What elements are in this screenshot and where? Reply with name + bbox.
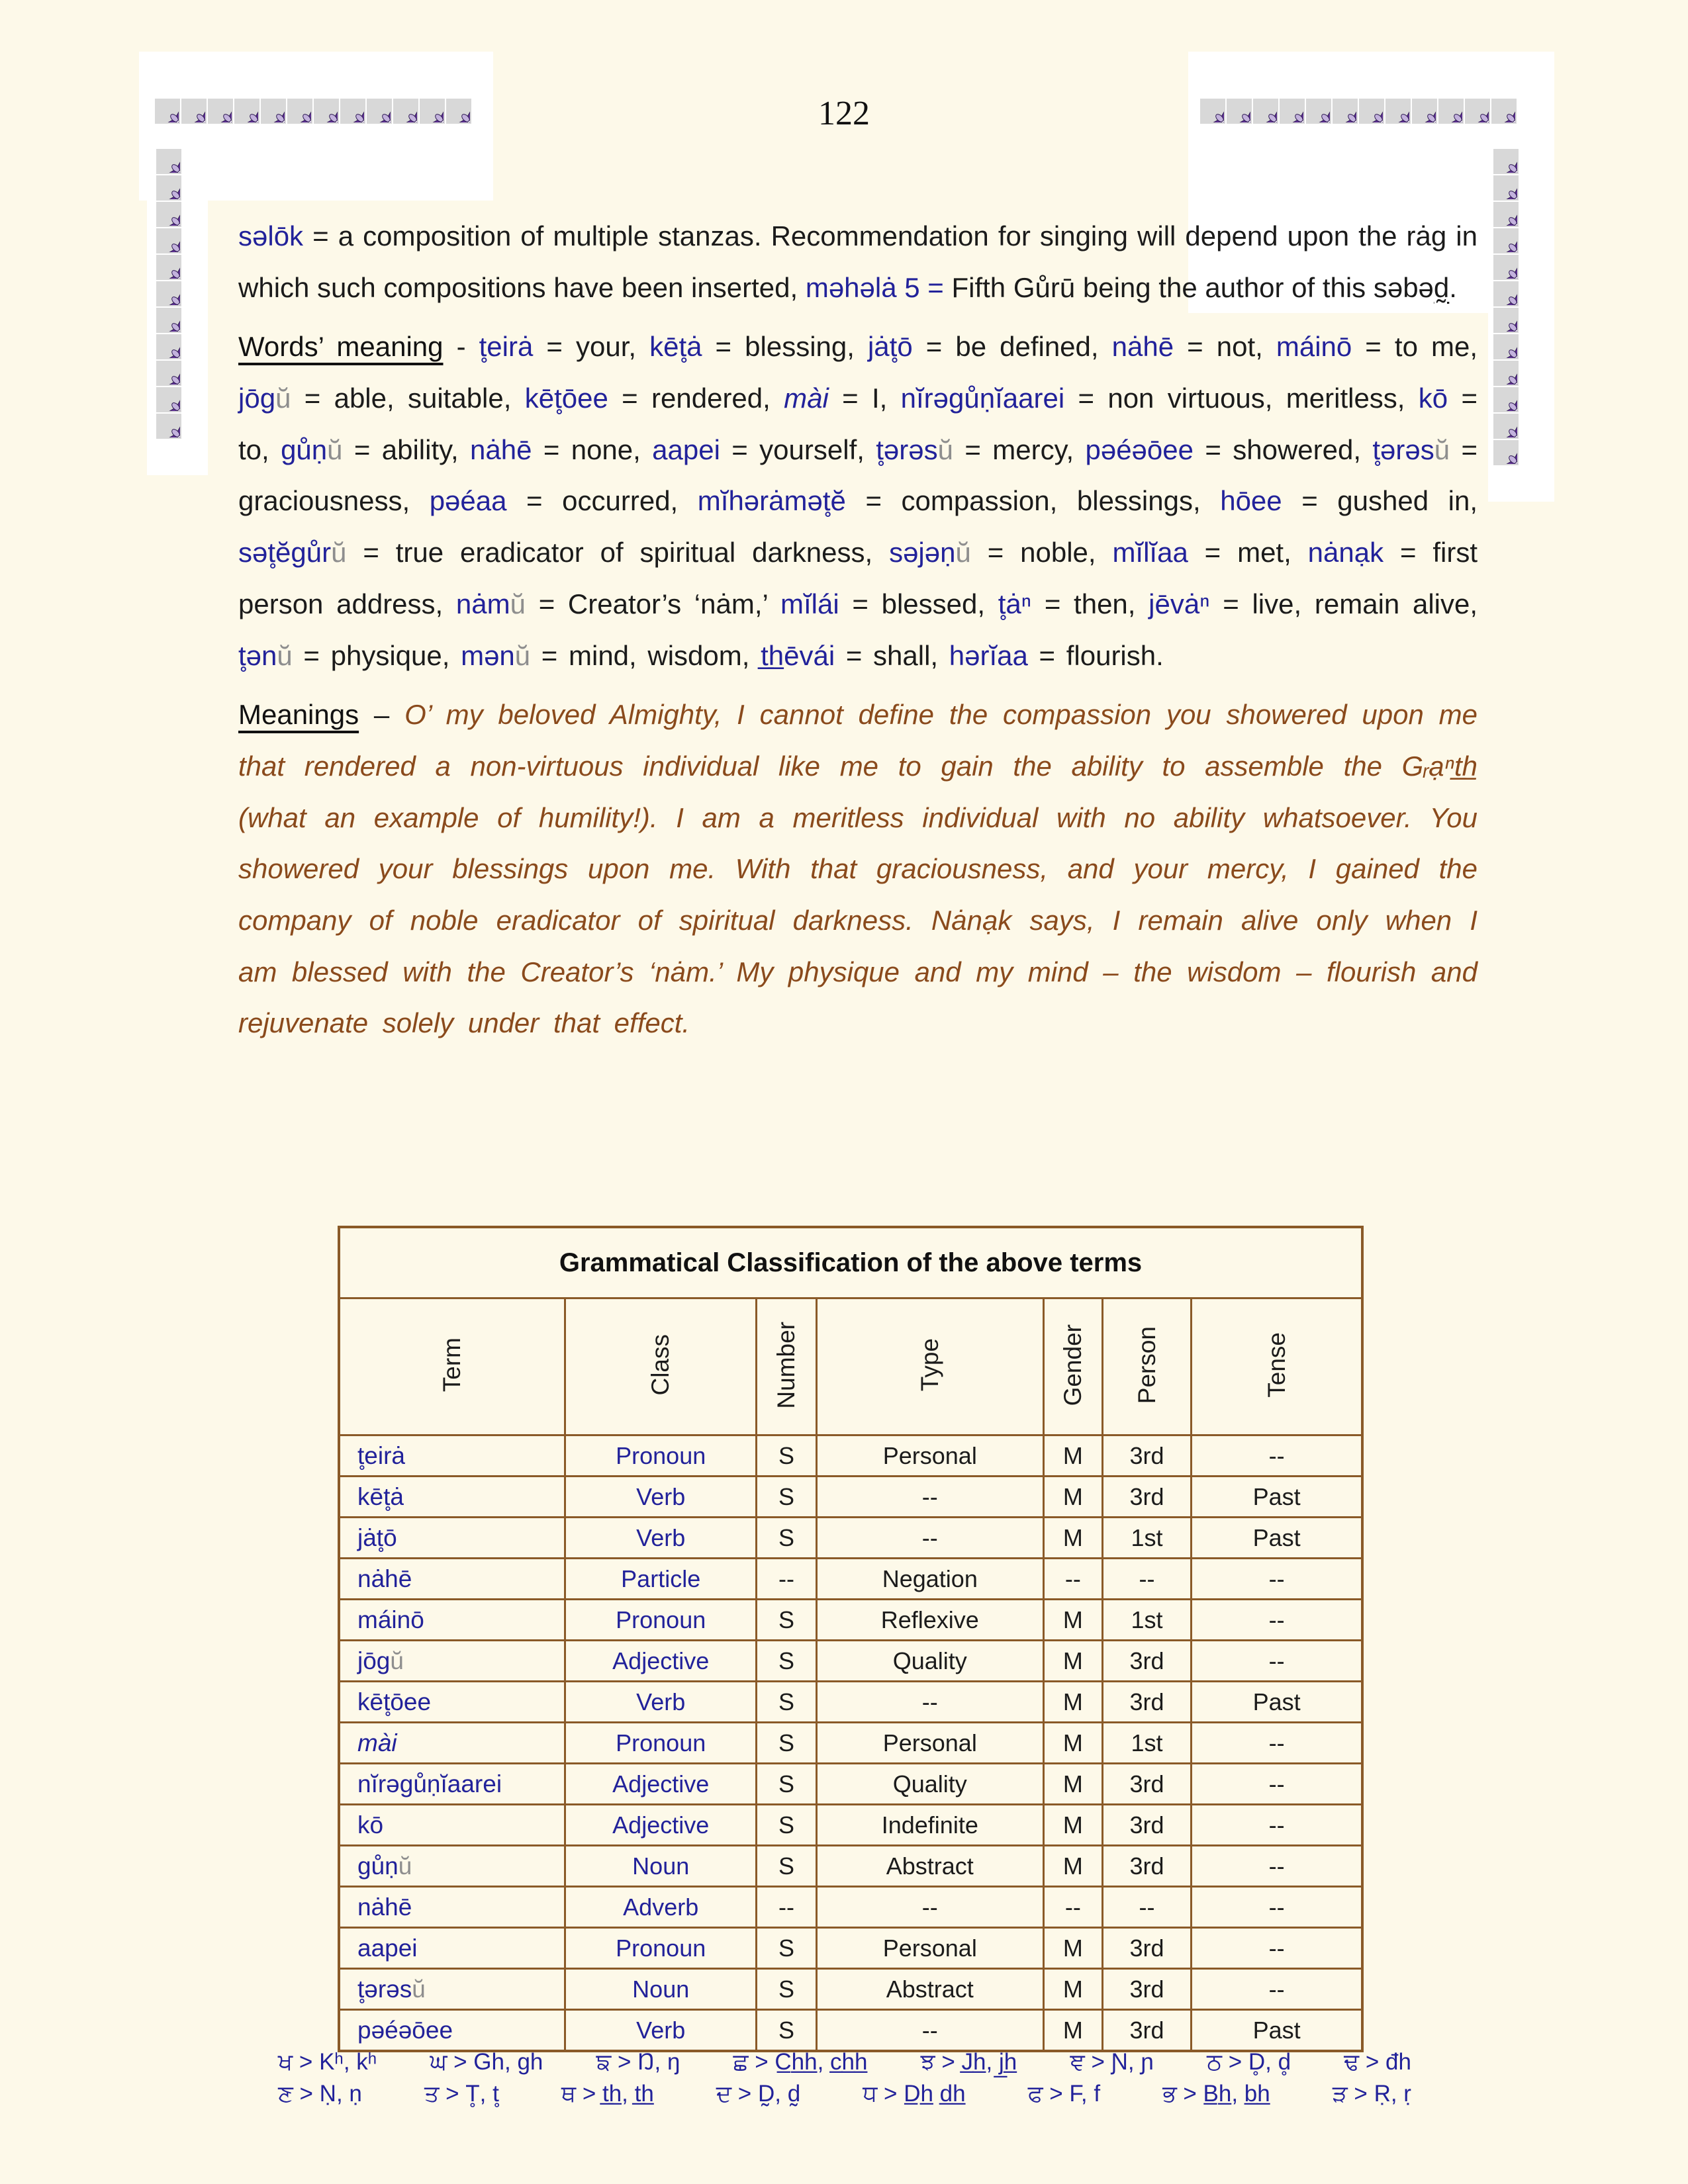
flower-icon — [156, 228, 181, 253]
text-run: - — [443, 331, 479, 363]
cell-number: S — [757, 1641, 816, 1682]
cell-type: -- — [816, 2010, 1043, 2052]
cell-person: 3rd — [1102, 1969, 1192, 2010]
cell-gender: M — [1043, 1435, 1102, 1477]
cell-gender: -- — [1043, 1887, 1102, 1928]
cell-type: Abstract — [816, 1969, 1043, 2010]
text-run: = blessing, — [702, 331, 868, 363]
table-title-row — [339, 1227, 1362, 1298]
column-header-gender: Gender — [1043, 1298, 1102, 1435]
text-run: = yourself, — [720, 433, 876, 465]
cell-gender: M — [1043, 1477, 1102, 1518]
text-run: = mind, wisdom, — [530, 639, 761, 671]
cell-person: 3rd — [1102, 1477, 1192, 1518]
text-run: = blessed, — [839, 588, 998, 619]
cell-number: S — [757, 1969, 816, 2010]
flower-icon — [1493, 440, 1519, 465]
grammar-table-header-row — [339, 1298, 1362, 1435]
flower-icon — [156, 175, 181, 201]
cell-tense: -- — [1192, 1764, 1362, 1805]
cell-person: 3rd — [1102, 2010, 1192, 2052]
text-run: = gushed in, — [1282, 485, 1478, 517]
text-run: ŭ — [510, 588, 526, 619]
words-meaning-paragraph — [238, 321, 1477, 681]
text-run: jēvȧⁿ — [1149, 588, 1210, 619]
cell-term: aapei — [339, 1928, 565, 1969]
cell-number: S — [757, 1764, 816, 1805]
text-run: nȧnạk — [1307, 537, 1384, 569]
text-run: gůṇ — [281, 433, 328, 465]
column-header-term: Term — [339, 1298, 565, 1435]
legend-item: ਙ > Ŋ, ŋ — [596, 2049, 680, 2075]
legend-item: ਞ > Ɲ, ɲ — [1070, 2049, 1154, 2075]
cell-gender: -- — [1043, 1559, 1102, 1600]
cell-class: Particle — [565, 1559, 757, 1600]
cell-gender: M — [1043, 1928, 1102, 1969]
cell-tense: -- — [1192, 1969, 1362, 2010]
cell-number: S — [757, 1518, 816, 1559]
cell-class: Verb — [565, 1518, 757, 1559]
cell-gender: M — [1043, 1518, 1102, 1559]
cell-person: 3rd — [1102, 1682, 1192, 1723]
transliteration-legend — [278, 2049, 1411, 2113]
text-run: ŭ — [937, 433, 953, 465]
cell-type: Indefinite — [816, 1805, 1043, 1846]
flower-icon — [1493, 281, 1519, 306]
cell-class: Adjective — [565, 1764, 757, 1805]
cell-number: S — [757, 1600, 816, 1641]
text-run: nĭrəgůṇĭaarei — [900, 383, 1065, 414]
legend-item: ਦ > D̰, d̰ — [716, 2081, 801, 2107]
intro-paragraph — [238, 210, 1477, 313]
text-run: Fifth Gůrū being the author of this səbə — [943, 271, 1434, 303]
text-run: jȧt̥ō — [867, 331, 913, 363]
cell-class: Noun — [565, 1846, 757, 1887]
cell-type: Quality — [816, 1641, 1043, 1682]
text-run: = live, remain alive, — [1209, 588, 1478, 619]
legend-item: ਥ > t̲h̲, t̲h̲ — [561, 2081, 654, 2107]
cell-gender: M — [1043, 1682, 1102, 1723]
cell-tense: -- — [1192, 1435, 1362, 1477]
text-run: – — [359, 699, 405, 731]
legend-item: ਫ > F, f — [1027, 2081, 1101, 2107]
text-run: = compassion, blessings, — [845, 485, 1221, 517]
page-number: 122 — [818, 95, 870, 132]
flower-icon — [156, 387, 181, 412]
text-run: ŭ — [277, 639, 293, 671]
text-run: = non virtuous, meritless, — [1064, 383, 1419, 414]
flower-icon — [1493, 361, 1519, 386]
text-run: ŭ — [327, 433, 343, 465]
cell-person: -- — [1102, 1559, 1192, 1600]
cell-tense: -- — [1192, 1805, 1362, 1846]
cell-tense: Past — [1192, 1518, 1362, 1559]
text-run: ŭ — [514, 639, 531, 671]
cell-term: gůṇŭ — [339, 1846, 565, 1887]
cell-class: Pronoun — [565, 1928, 757, 1969]
cell-term: nȧhē — [339, 1887, 565, 1928]
text-run: = showered, — [1194, 433, 1373, 465]
text-run: = flourish. — [1027, 639, 1164, 671]
cell-gender: M — [1043, 1846, 1102, 1887]
cell-person: -- — [1102, 1887, 1192, 1928]
cell-type: Quality — [816, 1764, 1043, 1805]
cell-class: Pronoun — [565, 1435, 757, 1477]
cell-class: Noun — [565, 1969, 757, 2010]
text-run: = to me, — [1352, 331, 1477, 363]
text-run: . — [1449, 271, 1457, 303]
text-run: nȧm — [455, 588, 510, 619]
cell-term: kēt̥ȧ — [339, 1477, 565, 1518]
cell-class: Adjective — [565, 1641, 757, 1682]
cell-person: 1st — [1102, 1600, 1192, 1641]
table-row — [339, 1435, 1362, 1477]
cell-tense: -- — [1192, 1723, 1362, 1764]
cell-number: -- — [757, 1887, 816, 1928]
cell-type: -- — [816, 1518, 1043, 1559]
table-row — [339, 1723, 1362, 1764]
flower-icon — [156, 308, 181, 333]
text-run: səlōk — [238, 220, 304, 251]
table-row — [339, 1969, 1362, 2010]
grammar-table-body — [339, 1435, 1362, 2052]
flower-icon — [156, 334, 181, 359]
flower-icon — [1493, 175, 1519, 201]
text-run: aapei — [652, 433, 720, 465]
cell-type: Abstract — [816, 1846, 1043, 1887]
cell-number: S — [757, 1928, 816, 1969]
cell-class: Verb — [565, 2010, 757, 2052]
flower-icon — [1493, 308, 1519, 333]
text-run: Words’ meaning — [238, 331, 444, 363]
border-strip-right — [1493, 148, 1519, 466]
legend-item: ਛ > C̲h̲h̲, c̲h̲h̲ — [733, 2049, 868, 2075]
legend-item: ਣ > Ṇ, ṇ — [278, 2081, 362, 2107]
cell-term: t̥eirȧ — [339, 1435, 565, 1477]
cell-term: máinō — [339, 1600, 565, 1641]
legend-item: ਠ > D̥, d̥ — [1207, 2049, 1291, 2075]
text-run: mĭhərȧmət̥ĕ — [697, 485, 846, 517]
text-run: t̥eirȧ — [479, 331, 534, 363]
cell-gender: M — [1043, 1805, 1102, 1846]
text-run: pəéəōee — [1085, 433, 1194, 465]
text-run: = met, — [1188, 537, 1308, 569]
cell-gender: M — [1043, 1600, 1102, 1641]
legend-item: ਖ > Kʰ, kʰ — [278, 2049, 377, 2075]
cell-term: jōgŭ — [339, 1641, 565, 1682]
legend-row-2 — [278, 2081, 1411, 2107]
grammar-table-wrap — [338, 1226, 1364, 2052]
text-run: nȧhē — [470, 433, 532, 465]
cell-number: S — [757, 1477, 816, 1518]
cell-gender: M — [1043, 1723, 1102, 1764]
cell-tense: Past — [1192, 2010, 1362, 2052]
text-run: = physique, — [292, 639, 461, 671]
cell-number: S — [757, 1682, 816, 1723]
cell-type: -- — [816, 1887, 1043, 1928]
table-row — [339, 1764, 1362, 1805]
legend-item: ਧ > D̲h̲ d̲h̲ — [863, 2081, 966, 2107]
cell-type: Reflexive — [816, 1600, 1043, 1641]
cell-class: Pronoun — [565, 1600, 757, 1641]
text-run: = mercy, — [953, 433, 1086, 465]
text-run: = ability, — [342, 433, 471, 465]
cell-number: S — [757, 2010, 816, 2052]
cell-class: Adverb — [565, 1887, 757, 1928]
table-row — [339, 1477, 1362, 1518]
text-run: = true eradicator of spiritual darkness, — [346, 537, 890, 569]
cell-type: -- — [816, 1682, 1043, 1723]
text-run: mĭlái — [780, 588, 839, 619]
text-run: kēt̥ōee — [524, 383, 608, 414]
cell-term: mài — [339, 1723, 565, 1764]
cell-gender: M — [1043, 1641, 1102, 1682]
flower-icon — [1493, 149, 1519, 174]
border-strip-left — [156, 148, 182, 439]
text-run: mən — [461, 639, 515, 671]
table-row — [339, 1518, 1362, 1559]
cell-person: 1st — [1102, 1518, 1192, 1559]
text-run: t̥ərəs — [876, 433, 938, 465]
table-row — [339, 1682, 1362, 1723]
cell-class: Adjective — [565, 1805, 757, 1846]
text-run: ŭ — [955, 537, 971, 569]
cell-type: Personal — [816, 1928, 1043, 1969]
text-run: = Creator’s ‘nȧm,’ — [525, 588, 780, 619]
text-run: hərĭaa — [949, 639, 1028, 671]
text-run: t̲h̲ēvái — [761, 639, 835, 671]
text-run: Meanings — [238, 699, 359, 731]
cell-tense: Past — [1192, 1682, 1362, 1723]
text-run: hōee — [1220, 485, 1282, 517]
column-header-tense: Tense — [1192, 1298, 1362, 1435]
text-run: sət̥ĕgůr — [238, 537, 332, 569]
column-header-type: Type — [816, 1298, 1043, 1435]
text-run: t̥ən — [238, 639, 277, 671]
cell-class: Pronoun — [565, 1723, 757, 1764]
text-run: t̥ərəs — [1372, 433, 1434, 465]
text-run: jōg — [238, 383, 276, 414]
cell-person: 3rd — [1102, 1764, 1192, 1805]
text-run: = a composition of multiple stanzas. Recommendation for singing will depend upon the rȧg in which such compositions have been inserted, — [238, 220, 1477, 303]
text-run: = first person address, — [238, 537, 1478, 619]
cell-gender: M — [1043, 1969, 1102, 2010]
legend-item: ੜ > Ṛ, ṛ — [1332, 2081, 1411, 2107]
cell-term: pəéəōee — [339, 2010, 565, 2052]
text-run: pəéaa — [429, 485, 507, 517]
text-run: t̥ȧⁿ — [998, 588, 1032, 619]
legend-row-1 — [278, 2049, 1411, 2075]
text-run: məhəlȧ 5 = — [805, 271, 944, 303]
cell-number: S — [757, 1805, 816, 1846]
flower-icon — [156, 255, 181, 280]
flower-icon — [1493, 414, 1519, 439]
legend-item: ਢ > đh — [1344, 2049, 1411, 2075]
cell-term: nĭrəgůṇĭaarei — [339, 1764, 565, 1805]
cell-tense: -- — [1192, 1641, 1362, 1682]
text-run: = be defined, — [912, 331, 1112, 363]
text-run: kēt̥ȧ — [649, 331, 702, 363]
text-run: máinō — [1276, 331, 1352, 363]
flower-icon — [1493, 255, 1519, 280]
flower-icon — [1493, 334, 1519, 359]
flower-icon — [1493, 228, 1519, 253]
legend-item: ਘ > Gh, gh — [430, 2049, 543, 2075]
text-run: kō — [1418, 383, 1448, 414]
legend-item: ਤ > T̥, t̥ — [424, 2081, 499, 2107]
table-row — [339, 1846, 1362, 1887]
cell-tense: Past — [1192, 1477, 1362, 1518]
table-row — [339, 1805, 1362, 1846]
cell-person: 1st — [1102, 1723, 1192, 1764]
text-run: = able, suitable, — [291, 383, 525, 414]
cell-tense: -- — [1192, 1846, 1362, 1887]
column-header-person: Person — [1102, 1298, 1192, 1435]
text-run: = rendered, — [608, 383, 784, 414]
cell-person: 3rd — [1102, 1641, 1192, 1682]
cell-tense: -- — [1192, 1887, 1362, 1928]
text-run: = none, — [532, 433, 653, 465]
cell-tense: -- — [1192, 1600, 1362, 1641]
cell-number: S — [757, 1846, 816, 1887]
flower-icon — [1493, 387, 1519, 412]
table-row — [339, 1641, 1362, 1682]
cell-person: 3rd — [1102, 1846, 1192, 1887]
text-run: = shall, — [835, 639, 949, 671]
flower-icon — [156, 414, 181, 439]
text-run: = to, — [238, 383, 1478, 465]
cell-tense: -- — [1192, 1559, 1362, 1600]
cell-person: 3rd — [1102, 1805, 1192, 1846]
cell-class: Verb — [565, 1682, 757, 1723]
cell-gender: M — [1043, 2010, 1102, 2052]
cell-number: S — [757, 1435, 816, 1477]
flower-icon — [156, 149, 181, 174]
text-run: = your, — [533, 331, 650, 363]
cell-type: Negation — [816, 1559, 1043, 1600]
cell-type: Personal — [816, 1435, 1043, 1477]
text-run: O’ my beloved Almighty, I cannot define the compassion you showered upon me that rendered a non-virtuous individual like me to gain the ability to assemble the Gᵣạⁿt̲h̲ (what an example of humility!). I am a meritless individual with no ability whatsoever. You showered your blessings upon me. With that graciousness, and your mercy, I gained the company of noble eradicator of spiritual darkness. Nȧnạk says, I remain alive only when I am blessed with the Creator’s ‘nȧm.’ My physique and my mind – the wisdom – flourish and rejuvenate solely under that effect. — [238, 699, 1477, 1039]
table-title: Grammatical Classification of the above terms — [339, 1227, 1362, 1298]
text-run: = I, — [828, 383, 901, 414]
flower-icon — [156, 202, 181, 227]
cell-term: kēt̥ōee — [339, 1682, 565, 1723]
text-run: = graciousness, — [238, 433, 1477, 517]
cell-term: t̥ərəsŭ — [339, 1969, 565, 2010]
cell-term: kō — [339, 1805, 565, 1846]
cell-type: -- — [816, 1477, 1043, 1518]
text-run: mài — [784, 383, 829, 414]
text-run: = not, — [1174, 331, 1276, 363]
column-header-class: Class — [565, 1298, 757, 1435]
text-run: ŭ — [1434, 433, 1450, 465]
flower-icon — [156, 361, 181, 386]
cell-class: Verb — [565, 1477, 757, 1518]
column-header-number: Number — [757, 1298, 816, 1435]
cell-type: Personal — [816, 1723, 1043, 1764]
cell-number: -- — [757, 1559, 816, 1600]
cell-term: nȧhē — [339, 1559, 565, 1600]
table-row — [339, 2010, 1362, 2052]
text-run: ŭ — [331, 537, 347, 569]
table-row — [339, 1887, 1362, 1928]
text-run: mĭlĭaa — [1112, 537, 1188, 569]
cell-gender: M — [1043, 1764, 1102, 1805]
text-run: = noble, — [970, 537, 1113, 569]
table-row — [339, 1559, 1362, 1600]
cell-number: S — [757, 1723, 816, 1764]
table-row — [339, 1928, 1362, 1969]
cell-person: 3rd — [1102, 1435, 1192, 1477]
cell-tense: -- — [1192, 1928, 1362, 1969]
text-run: = then, — [1031, 588, 1149, 619]
flower-icon — [1493, 202, 1519, 227]
meanings-paragraph — [238, 689, 1477, 1049]
text-block — [238, 210, 1477, 1057]
text-run: d̰ — [1433, 271, 1450, 303]
legend-item: ਝ > J̲h̲, j̲h̲ — [920, 2049, 1017, 2075]
text-run: nȧhē — [1111, 331, 1174, 363]
legend-item: ਭ > B̲h̲, b̲h̲ — [1162, 2081, 1270, 2107]
grammar-table — [338, 1226, 1364, 2052]
text-run: səjəṇ — [889, 537, 956, 569]
cell-term: jȧt̥ō — [339, 1518, 565, 1559]
text-run: ŭ — [275, 383, 291, 414]
cell-person: 3rd — [1102, 1928, 1192, 1969]
table-row — [339, 1600, 1362, 1641]
flower-icon — [156, 281, 181, 306]
text-run: = occurred, — [506, 485, 698, 517]
